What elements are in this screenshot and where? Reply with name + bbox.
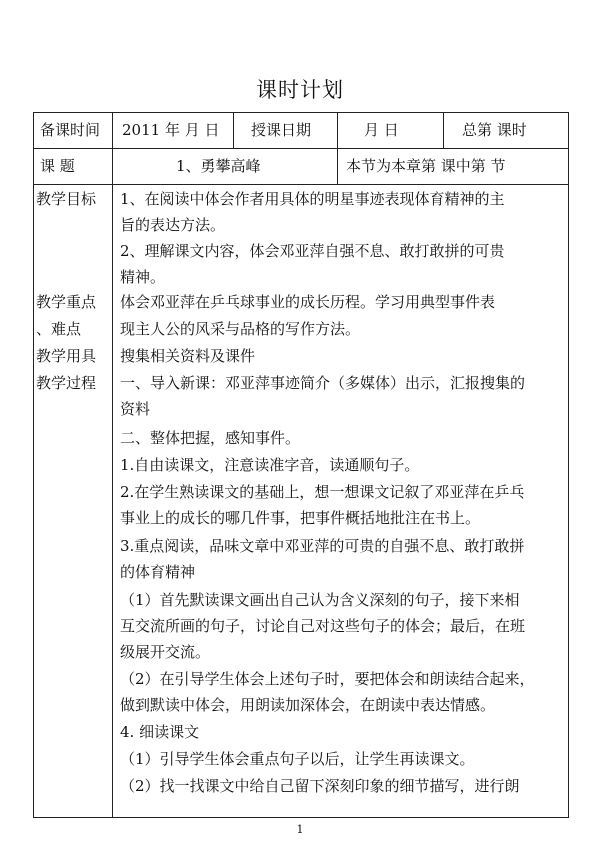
- topic-label: 课 题: [40, 157, 75, 175]
- content-line: 现主人公的风采与品格的写作方法。: [120, 320, 361, 338]
- content-line: 1、在阅读中体会作者用具体的明星事迹表现体育精神的主: [120, 190, 505, 208]
- table-rule-label-column: [112, 112, 113, 818]
- content-line: 精神。: [120, 268, 166, 286]
- content-line: （1）引导学生体会重点句子以后，让学生再读课文。: [120, 750, 475, 768]
- table-rule-col2: [233, 112, 234, 148]
- goals-label: 教学目标: [36, 190, 97, 208]
- content-line: （2）找一找课文中给自己留下深刻印象的细节描写，进行朗: [120, 777, 520, 795]
- content-line: （2）在引导学生体会上述句子时，要把体会和朗读结合起来，: [120, 670, 535, 688]
- page-number: 1: [296, 823, 304, 836]
- prep-time-value: 2011 年 月 日: [122, 121, 220, 139]
- content-line: 3.重点阅读，品味文章中邓亚萍的可贵的自强不息、敢打敢拼: [120, 537, 525, 555]
- table-rule-col3: [337, 112, 338, 184]
- section-info: 本节为本章第 课中第 节: [346, 157, 506, 175]
- content-line: 的体育精神: [120, 563, 196, 581]
- content-line: 二、整体把握，感知事件。: [120, 429, 301, 447]
- content-line: 事业上的成长的哪几件事，把事件概括地批注在书上。: [120, 509, 481, 527]
- content-line: （1）首先默读课文画出自己认为含义深刻的句子，接下来相: [120, 591, 520, 609]
- content-line: 互交流所画的句子，讨论自己对这些句子的体会；最后，在班: [120, 617, 526, 635]
- content-line: 2、理解课文内容，体会邓亚萍自强不息、敢打敢拼的可贵: [120, 242, 505, 260]
- table-rule-col4: [443, 112, 444, 148]
- topic-value: 1、勇攀高峰: [176, 157, 261, 175]
- content-line: 搜集相关资料及课件: [120, 347, 256, 365]
- process-label: 教学过程: [36, 374, 97, 392]
- content-line: 1.自由读课文，注意读准字音，读通顺句子。: [120, 456, 420, 474]
- teach-date-value: 月 日: [364, 121, 399, 139]
- tools-label: 教学用具: [36, 347, 97, 365]
- content-line: 旨的表达方法。: [120, 216, 226, 234]
- key-points-label: 教学重点: [36, 293, 97, 311]
- table-rule-row1: [33, 148, 569, 149]
- content-line: 资料: [120, 400, 151, 418]
- content-line: 4. 细读课文: [120, 723, 200, 741]
- key-points-label-cont: 、难点: [36, 320, 82, 338]
- content-line: 2.在学生熟读课文的基础上，想一想课文记叙了邓亚萍在乒乓: [120, 483, 525, 501]
- content-line: 级展开交流。: [120, 643, 211, 661]
- content-line: 做到默读中体会，用朗读加深体会，在朗读中表达情感。: [120, 696, 496, 714]
- content-line: 体会邓亚萍在乒乓球事业的成长历程。学习用典型事件表: [120, 293, 496, 311]
- prep-time-label: 备课时间: [40, 121, 101, 139]
- total-lessons-label: 总第 课时: [462, 121, 527, 139]
- table-rule-row2: [33, 184, 569, 185]
- teach-date-label: 授课日期: [251, 121, 312, 139]
- content-line: 一、导入新课：邓亚萍事迹简介（多媒体）出示，汇报搜集的: [120, 374, 526, 392]
- page-title: 课时计划: [256, 78, 344, 102]
